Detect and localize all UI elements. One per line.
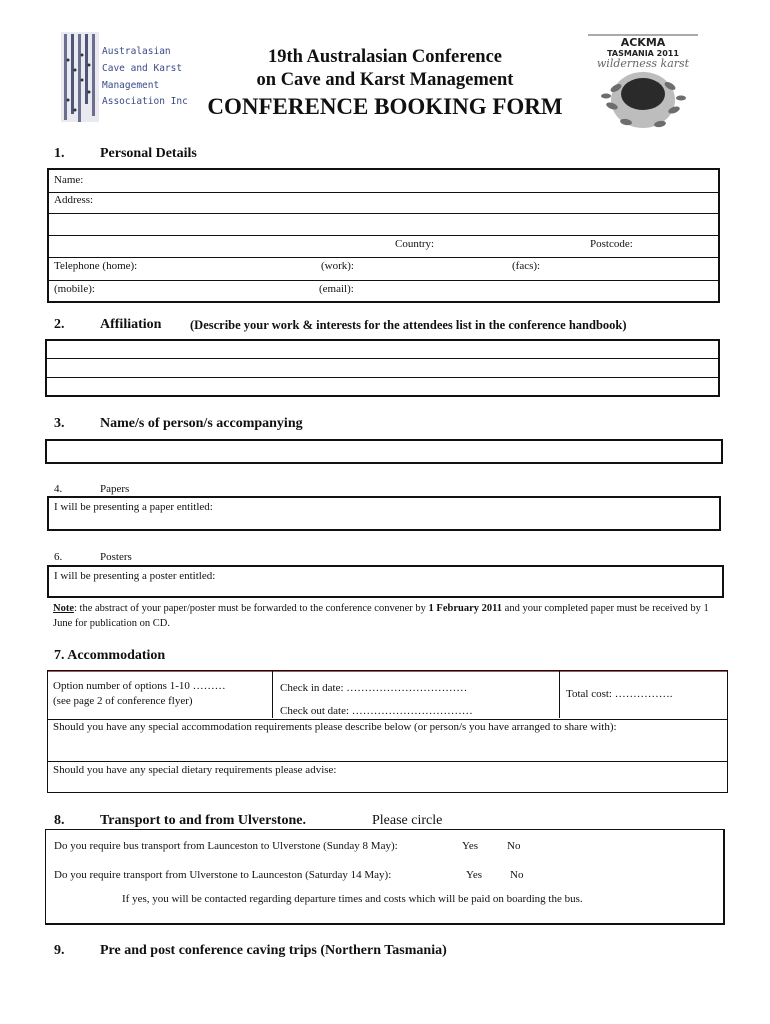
please-circle-label: Please circle [372,813,443,828]
q2-no-option[interactable]: No [510,869,524,881]
paper-title-label: I will be presenting a paper entitled: [54,501,213,513]
accommodation-box [47,670,728,793]
accommodation-option-hint: (see page 2 of conference flyer) [53,695,193,707]
poster-title-label: I will be presenting a poster entitled: [54,570,216,582]
note-text-a: : the abstract of your paper/poster must be forwarded to the conference convener by [74,603,429,614]
check-in-date-field[interactable]: Check in date: …………………………… [280,682,468,694]
form-title: CONFERENCE BOOKING FORM [207,94,563,119]
note-label: Note [53,603,74,614]
logo-wilderness-text: wilderness karst [596,57,690,70]
section9-number: 9. [54,943,65,958]
logo-tasmania-text: TASMANIA 2011 [607,49,679,58]
personal-details-box [47,168,720,303]
accompanying-persons-input[interactable] [45,439,723,464]
submission-note [53,601,723,631]
total-cost-field[interactable]: Total cost: ……………. [566,688,673,700]
section2-title: Affiliation [100,317,162,332]
accommodation-option-field[interactable]: Option number of options 1-10 ……… [53,680,226,692]
logo-text-line1: Australasian [102,46,171,57]
logo-text-line2: Cave and Karst [102,63,183,74]
facsimile-field[interactable]: (facs): [512,260,541,272]
telephone-home-field[interactable]: Telephone (home): [54,260,138,272]
section7-title: 7. Accommodation [54,648,166,663]
paper-title-input[interactable] [47,496,721,531]
dietary-requirements-field[interactable]: Should you have any special dietary requirements please advise: [53,764,337,776]
section4-title: Papers [100,483,130,495]
postcode-field[interactable]: Postcode: [590,238,633,250]
logo-text-line4: Association Inc. [102,96,190,107]
section6-title: Posters [100,551,132,563]
q1-yes-option[interactable]: Yes [462,840,479,852]
special-accommodation-field[interactable]: Should you have any special accommodation requirements please describe below (or person/s you have arranged to share with): [53,721,617,733]
section6-number: 6. [54,551,63,563]
q1-no-option[interactable]: No [507,840,521,852]
telephone-work-field[interactable]: (work): [321,260,354,272]
mobile-field[interactable]: (mobile): [54,283,95,295]
section9-title: Pre and post conference caving trips (Northern Tasmania) [100,943,447,958]
section8-title: Transport to and from Ulverstone. [100,813,306,828]
section3-number: 3. [54,416,65,431]
logo-text-line3: Management [102,80,160,91]
q2-yes-option[interactable]: Yes [466,869,483,881]
address-field[interactable]: Address: [54,194,94,206]
bus-launceston-ulverstone-question: Do you require bus transport from Launceston to Ulverstone (Sunday 8 May): [54,840,398,852]
note-text-b: and your completed paper must be received by 1 June for publication on CD. [53,603,709,629]
section4-number: 4. [54,483,63,495]
transport-info-text: If yes, you will be contacted regarding departure times and costs which will be paid on boarding the bus. [122,893,583,905]
email-field[interactable]: (email): [319,283,354,295]
note-deadline: 1 February 2011 [428,603,503,614]
section2-subtitle: (Describe your work & interests for the attendees list in the conference handbook) [190,318,627,332]
poster-title-input[interactable] [47,565,724,598]
logo-ackma-text: ACKMA [620,36,666,49]
transport-ulverstone-launceston-question: Do you require transport from Ulverstone to Launceston (Saturday 14 May): [54,869,392,881]
transport-box [45,829,725,925]
section8-number: 8. [54,813,65,828]
section2-number: 2. [54,317,65,332]
section3-title: Name/s of person/s accompanying [100,416,303,431]
affiliation-box[interactable] [45,339,720,397]
conference-title-line1: 19th Australasian Conference [268,47,502,67]
check-out-date-field[interactable]: Check out date: …………………………… [280,705,473,717]
name-field[interactable]: Name: [54,174,84,186]
section1-title: Personal Details [100,146,197,161]
conference-title-line2: on Cave and Karst Management [256,70,514,90]
country-field[interactable]: Country: [395,238,435,250]
section1-number: 1. [54,146,65,161]
